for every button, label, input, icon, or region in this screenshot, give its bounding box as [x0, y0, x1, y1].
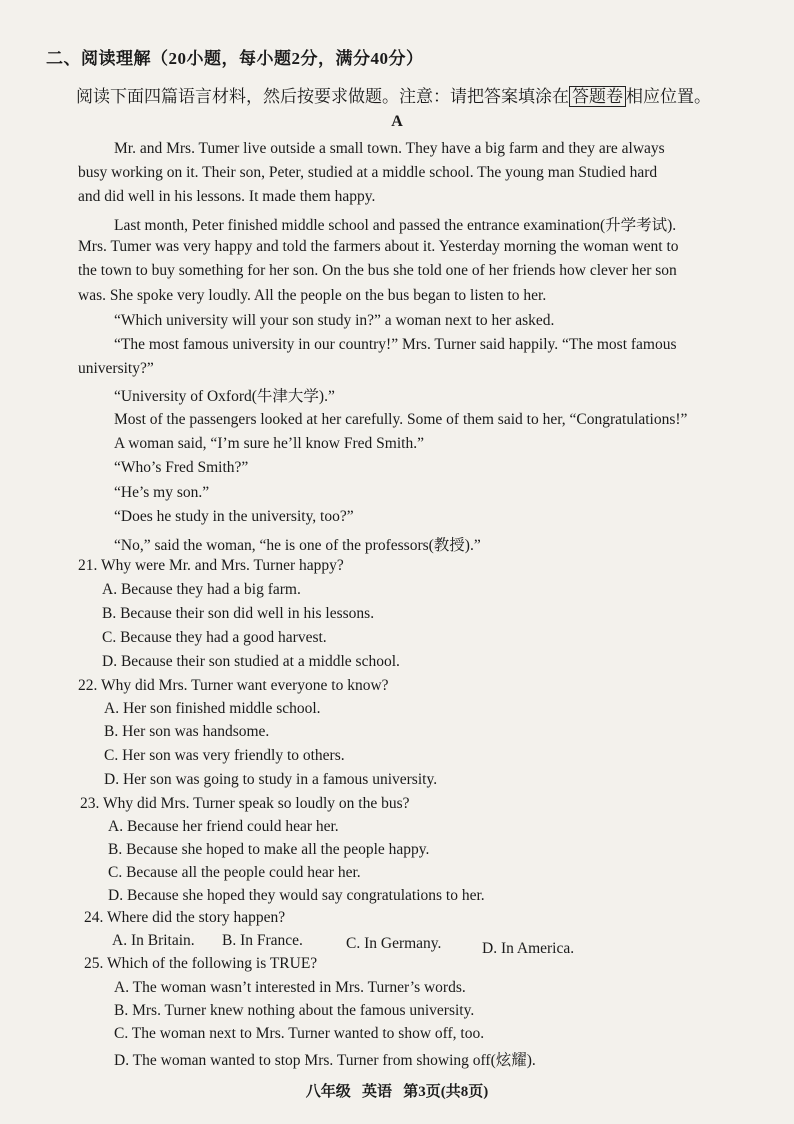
passage-line: Mr. and Mrs. Tumer live outside a small town. They have a big farm and they are always — [114, 140, 665, 157]
question-stem: 22. Why did Mrs. Turner want everyone to know? — [78, 677, 389, 694]
question-stem: 25. Which of the following is TRUE? — [84, 955, 318, 972]
question-stem: 24. Where did the story happen? — [84, 909, 286, 926]
answer-option: B. Mrs. Turner knew nothing about the famous university. — [114, 1002, 475, 1019]
passage-line: “No,” said the woman, “he is one of the professors(教授).” — [114, 537, 481, 554]
answer-option: A. Because her friend could hear her. — [108, 818, 339, 835]
answer-option: B. Her son was handsome. — [104, 723, 270, 740]
passage-line: university?” — [78, 360, 154, 377]
instruction — [76, 82, 711, 107]
passage-line: the town to buy something for her son. On the bus she told one of her friends how clever her son — [78, 262, 677, 279]
passage-line: “Who’s Fred Smith?” — [114, 459, 249, 476]
passage-line: “University of Oxford(牛津大学).” — [114, 388, 335, 405]
passage-line: “Which university will your son study in?” a woman next to her asked. — [114, 312, 555, 329]
answer-option: B. In France. — [222, 932, 303, 949]
passage-line: Mrs. Tumer was very happy and told the farmers about it. Yesterday morning the woman went to — [78, 238, 679, 255]
section-header: 二、阅读理解（20小题，每小题2分，满分40分） — [46, 49, 424, 68]
answer-option: C. Because all the people could hear her. — [108, 864, 361, 881]
passage-label: A — [391, 113, 403, 130]
answer-option: C. The woman next to Mrs. Turner wanted to show off, too. — [114, 1025, 485, 1042]
question-stem: 23. Why did Mrs. Turner speak so loudly on the bus? — [80, 795, 410, 812]
answer-sheet-box: 答题卷 — [569, 86, 626, 107]
answer-option: D. In America. — [482, 940, 575, 957]
answer-option: B. Because their son did well in his lessons. — [102, 605, 375, 622]
passage-line: “Does he study in the university, too?” — [114, 508, 354, 525]
footer-page-number: 第3页(共8页) — [403, 1084, 489, 1100]
answer-option: A. The woman wasn’t interested in Mrs. Turner’s words. — [114, 979, 466, 996]
instruction-text: 阅读下面四篇语言材料，然后按要求做题。注意：请把答案填涂在 — [76, 87, 569, 106]
passage-line: A woman said, “I’m sure he’ll know Fred Smith.” — [114, 435, 424, 452]
question-stem: 21. Why were Mr. and Mrs. Turner happy? — [78, 557, 344, 574]
passage-line: Last month, Peter finished middle school and passed the entrance examination(升学考试). — [114, 217, 677, 234]
passage-line: Most of the passengers looked at her carefully. Some of them said to her, “Congratulations!” — [114, 411, 688, 428]
answer-option: C. Because they had a good harvest. — [102, 629, 327, 646]
footer-grade: 八年级 — [305, 1084, 351, 1100]
instruction-text-end: 相应位置。 — [626, 87, 711, 106]
passage-line: busy working on it. Their son, Peter, studied at a middle school. The young man Studied hard — [78, 164, 658, 181]
answer-option: B. Because she hoped to make all the people happy. — [108, 841, 430, 858]
answer-option: C. Her son was very friendly to others. — [104, 747, 345, 764]
answer-option: D. Because their son studied at a middle school. — [102, 653, 400, 670]
answer-option: C. In Germany. — [346, 935, 442, 952]
page-footer — [0, 1080, 794, 1101]
answer-option: D. The woman wanted to stop Mrs. Turner from showing off(炫耀). — [114, 1052, 536, 1069]
passage-line: was. She spoke very loudly. All the people on the bus began to listen to her. — [78, 287, 547, 304]
answer-option: D. Her son was going to study in a famous university. — [104, 771, 438, 788]
footer-subject: 英语 — [362, 1084, 393, 1100]
answer-option: A. In Britain. — [112, 932, 195, 949]
passage-line: and did well in his lessons. It made them happy. — [78, 188, 376, 205]
passage-line: “He’s my son.” — [114, 484, 210, 501]
passage-line: “The most famous university in our country!” Mrs. Turner said happily. “The most famous — [114, 336, 677, 353]
answer-option: D. Because she hoped they would say congratulations to her. — [108, 887, 485, 904]
answer-option: A. Because they had a big farm. — [102, 581, 301, 598]
answer-option: A. Her son finished middle school. — [104, 700, 321, 717]
